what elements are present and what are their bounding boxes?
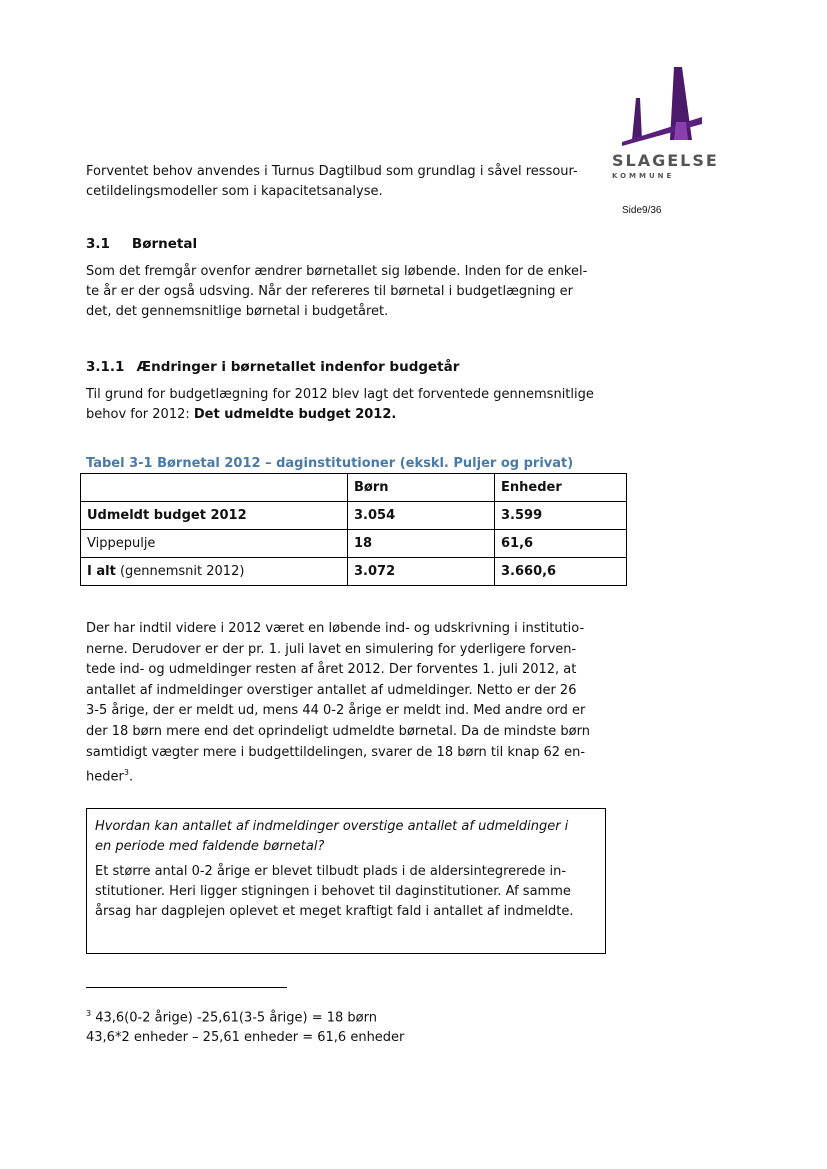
- section-heading: [86, 236, 197, 252]
- bold-text: Det udmeldte budget 2012.: [193, 407, 397, 422]
- text-line: cetildelingsmodeller som i kapacitetsanalyse.: [86, 184, 383, 199]
- text-line: Som det fremgår ovenfor ændrer børnetallet sig løbende. Inden for de enkel-: [86, 264, 588, 279]
- intro-paragraph: [86, 162, 578, 202]
- text-line: samtidigt vægter mere i budgettildelingen, svarer de 18 børn til knap 62 en-: [86, 744, 586, 760]
- text-span: behov for 2012:: [86, 407, 194, 422]
- box-question: [95, 817, 568, 857]
- text-line: det, det gennemsnitlige børnetal i budgetåret.: [86, 304, 389, 319]
- table-header-row: [81, 474, 627, 502]
- section-title: Børnetal: [131, 236, 198, 252]
- logo-name: SLAGELSE: [612, 151, 719, 170]
- enheder-cell: 61,6: [495, 530, 627, 558]
- table-row: [81, 502, 627, 530]
- section-number: 3.1: [86, 236, 110, 252]
- table-caption: Tabel 3-1 Børnetal 2012 – daginstitutioner (ekskl. Puljer og privat): [86, 456, 574, 471]
- text-line: Forventet behov anvendes i Turnus Dagtilbud som grundlag i såvel ressour-: [86, 164, 578, 179]
- section-paragraph: [86, 262, 587, 322]
- footnote-number: 3: [86, 1009, 92, 1018]
- question-box: [86, 808, 606, 954]
- header-cell: [81, 474, 348, 502]
- children-table: [80, 473, 627, 586]
- bridge-logo-icon: [612, 62, 702, 147]
- slagelse-logo: [612, 62, 719, 180]
- enheder-cell: 3.660,6: [495, 558, 627, 586]
- text-line: [86, 405, 594, 425]
- text-line: 3-5 årige, der er meldt ud, mens 44 0-2 årige er meldt ind. Med andre ord er: [86, 703, 586, 719]
- text-span: 43,6(0-2 årige) -25,61(3-5 årige) = 18 børn: [91, 1010, 377, 1026]
- box-answer: [95, 862, 573, 922]
- text-line: te år er der også udsving. Når der refereres til børnetal i budgetlægning er: [86, 284, 573, 299]
- row-label: [81, 558, 348, 586]
- subsection-paragraph: [86, 385, 594, 425]
- subsection-heading: [86, 359, 459, 375]
- subsection-number: 3.1.1: [86, 359, 125, 375]
- label-rest: Vippepulje: [87, 536, 156, 551]
- text-line: nerne. Derudover er der pr. 1. juli lavet en simulering for yderligere forven-: [86, 641, 577, 657]
- born-cell: 18: [348, 530, 495, 558]
- text-line: stitutioner. Heri ligger stigningen i behovet til daginstitutioner. Af samme: [95, 884, 571, 899]
- footnote: [86, 1002, 404, 1050]
- text-line: der 18 børn mere end det oprindeligt udmeldte børnetal. Da de mindste børn: [86, 723, 590, 739]
- table-row: [81, 530, 627, 558]
- text-line: årsag har dagplejen oplevet et meget kraftigt fald i antallet af indmeldte.: [95, 904, 574, 919]
- text-line: Et større antal 0-2 årige er blevet tilbudt plads i de aldersintegrerede in-: [95, 864, 567, 879]
- subsection-title: Ændringer i børnetallet indenfor budgetår: [136, 359, 460, 375]
- enheder-cell: 3.599: [495, 502, 627, 530]
- footnote-divider: [86, 987, 287, 988]
- text-line: tede ind- og udmeldinger resten af året 2012. Der forventes 1. juli 2012, at: [86, 662, 577, 678]
- text-line: Hvordan kan antallet af indmeldinger overstige antallet af udmeldinger i: [95, 819, 569, 834]
- born-cell: 3.072: [348, 558, 495, 586]
- page-number: Side9/36: [622, 205, 662, 216]
- text-line: Der har indtil videre i 2012 været en løbende ind- og udskrivning i institutio-: [86, 621, 585, 636]
- bold-label: Udmeldt budget 2012: [87, 508, 247, 523]
- logo-sub: KOMMUNE: [612, 172, 675, 180]
- text-line: [86, 1002, 404, 1026]
- text-line: en periode med faldende børnetal?: [95, 839, 325, 854]
- text-line: Til grund for budgetlægning for 2012 blev lagt det forventede gennemsnitlige: [86, 387, 594, 402]
- text-line: antallet af indmeldinger overstiger antallet af udmeldinger. Netto er der 26: [86, 682, 577, 698]
- paragraph-2: [86, 619, 590, 784]
- row-label: [81, 530, 348, 558]
- footnote-ref[interactable]: 3: [123, 768, 129, 778]
- text-span: heder: [86, 769, 124, 785]
- text-line: 43,6*2 enheder – 25,61 enheder = 61,6 enheder: [86, 1030, 405, 1045]
- text-line: heder$^3$.: [86, 768, 134, 785]
- header-cell: Enheder: [495, 474, 627, 502]
- bold-label: I alt: [87, 564, 116, 579]
- header-cell: Børn: [348, 474, 495, 502]
- row-label: [81, 502, 348, 530]
- table-row: [81, 558, 627, 586]
- born-cell: 3.054: [348, 502, 495, 530]
- label-rest: (gennemsnit 2012): [115, 564, 245, 579]
